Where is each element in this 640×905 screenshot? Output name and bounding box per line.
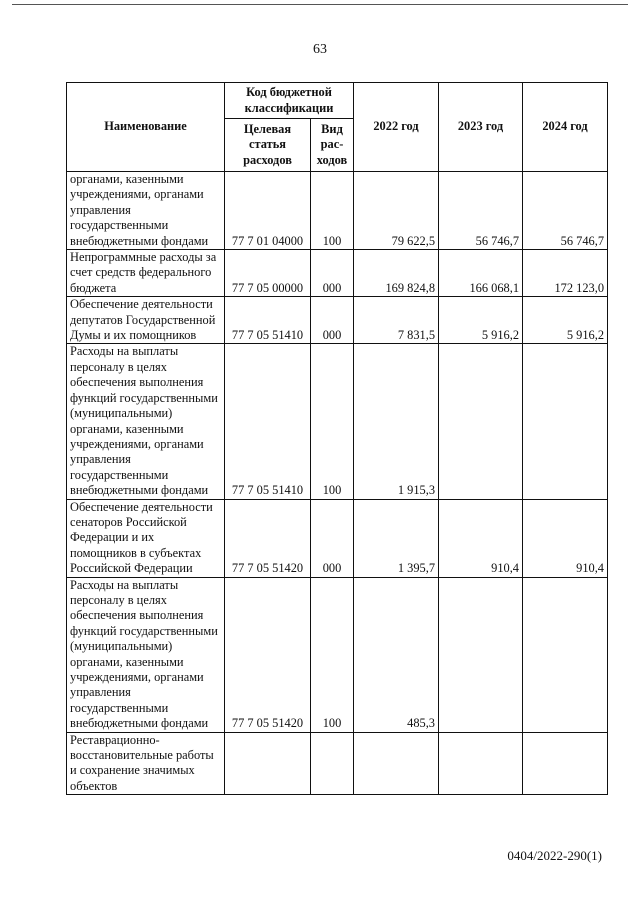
row-value-2022: 7 831,5 <box>354 297 439 344</box>
row-name: Обеспечение деятельности депутатов Государственной Думы и их помощников <box>67 297 225 344</box>
row-value-2022: 485,3 <box>354 577 439 732</box>
row-value-2023: 910,4 <box>439 499 523 577</box>
row-target-article: 77 7 05 51410 <box>225 344 311 499</box>
row-value-2024 <box>523 344 608 499</box>
row-expense-kind: 000 <box>311 297 354 344</box>
document-code: 0404/2022-290(1) <box>507 848 602 863</box>
row-name: Обеспечение деятельности сенаторов Российской Федерации и их помощников в субъектах Российской Федерации <box>67 499 225 577</box>
row-value-2023 <box>439 577 523 732</box>
header-year-2022: 2022 год <box>354 83 439 172</box>
row-expense-kind: 000 <box>311 250 354 297</box>
table-row <box>67 250 608 297</box>
row-name: Расходы на выплаты персоналу в целях обеспечения выполнения функций государственными (муниципальными) органами, казенными учреждениями, органами управления государственными внебюджетными фондами <box>67 344 225 499</box>
row-value-2023 <box>439 732 523 795</box>
row-value-2024 <box>523 577 608 732</box>
header-budget-code: Код бюджетной классификации <box>225 83 354 119</box>
row-name: Непрограммные расходы за счет средств федерального бюджета <box>67 250 225 297</box>
row-value-2024: 56 746,7 <box>523 172 608 250</box>
row-target-article: 77 7 05 51420 <box>225 577 311 732</box>
top-border-line <box>12 4 628 5</box>
header-year-2024: 2024 год <box>523 83 608 172</box>
row-value-2024 <box>523 732 608 795</box>
row-name: Реставрационно-восстановительные работы и сохранение значимых объектов <box>67 732 225 795</box>
row-value-2024: 172 123,0 <box>523 250 608 297</box>
row-value-2023: 5 916,2 <box>439 297 523 344</box>
row-value-2023: 56 746,7 <box>439 172 523 250</box>
row-expense-kind <box>311 732 354 795</box>
row-expense-kind: 100 <box>311 344 354 499</box>
row-name: Расходы на выплаты персоналу в целях обеспечения выполнения функций государственными (муниципальными) органами, казенными учреждениями, органами управления государственными внебюджетными фондами <box>67 577 225 732</box>
table-row <box>67 297 608 344</box>
header-target-article: Целевая статья расходов <box>225 119 311 172</box>
row-value-2023: 166 068,1 <box>439 250 523 297</box>
table-row <box>67 344 608 499</box>
header-name: Наименование <box>67 83 225 172</box>
row-target-article: 77 7 05 51410 <box>225 297 311 344</box>
table-row <box>67 499 608 577</box>
row-value-2022: 169 824,8 <box>354 250 439 297</box>
row-value-2022: 79 622,5 <box>354 172 439 250</box>
table-row <box>67 577 608 732</box>
row-target-article <box>225 732 311 795</box>
row-value-2022: 1 915,3 <box>354 344 439 499</box>
page-number: 63 <box>313 42 327 57</box>
row-value-2023 <box>439 344 523 499</box>
row-expense-kind: 100 <box>311 577 354 732</box>
row-target-article: 77 7 01 04000 <box>225 172 311 250</box>
row-target-article: 77 7 05 00000 <box>225 250 311 297</box>
row-name: органами, казенными учреждениями, органами управления государственными внебюджетными фондами <box>67 172 225 250</box>
row-target-article: 77 7 05 51420 <box>225 499 311 577</box>
header-year-2023: 2023 год <box>439 83 523 172</box>
table-row <box>67 732 608 795</box>
row-expense-kind: 000 <box>311 499 354 577</box>
row-value-2024: 5 916,2 <box>523 297 608 344</box>
row-value-2022 <box>354 732 439 795</box>
header-expense-kind: Вид рас-ходов <box>311 119 354 172</box>
table-row <box>67 172 608 250</box>
budget-table <box>66 82 608 795</box>
row-value-2022: 1 395,7 <box>354 499 439 577</box>
row-value-2024: 910,4 <box>523 499 608 577</box>
row-expense-kind: 100 <box>311 172 354 250</box>
